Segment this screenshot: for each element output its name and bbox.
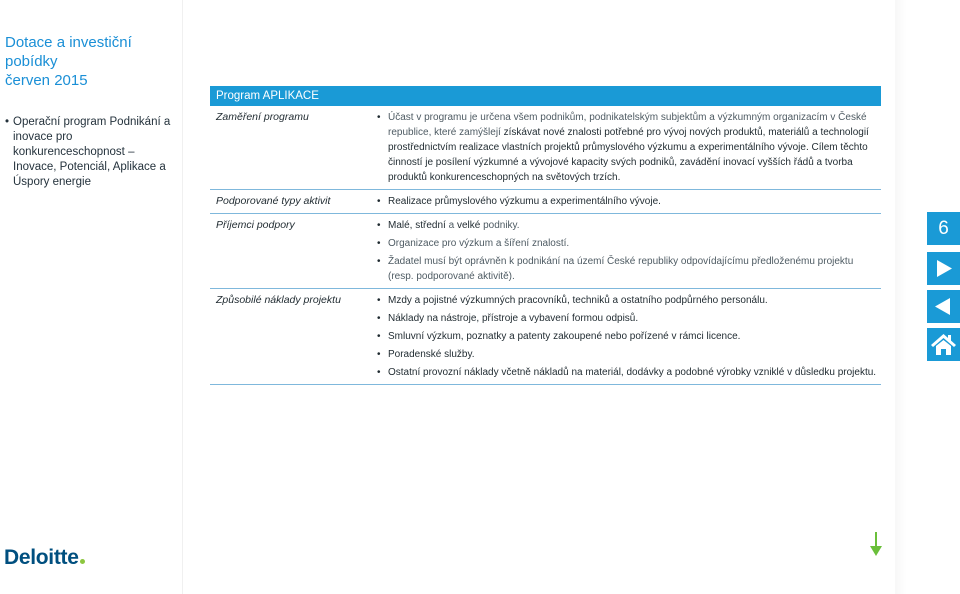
- text-segment: Žadatel musí být oprávněn k podnikání na území České republiky odpovídajícímu předloženému projektu (resp. podporované aktivitě).: [388, 256, 854, 282]
- row-label: Zaměření programu: [216, 111, 309, 123]
- text-segment: získávat nové znalosti potřebné pro vývoj nových produktů, materiálů a technologií prostřednictvím realizace vlastních projektů průmyslového výzkumu a experimentálního vývoje. Cílem těchto činností je posílení výzkumné a vývojové kapacity svých podniků, zavádění inovací vyšších řádů a tvorba produktů konkurenceschopných na světových trzích.: [388, 127, 869, 183]
- text-segment: Náklady na nástroje, přístroje a vybavení formou odpisů.: [388, 313, 639, 324]
- triangle-right-icon: [927, 252, 960, 285]
- text-segment: Poradenské služby.: [388, 349, 475, 360]
- row-content: [376, 293, 881, 380]
- previous-page-button[interactable]: [927, 290, 960, 323]
- list-item: [376, 329, 881, 344]
- left-panel: [0, 0, 183, 594]
- list-item: [376, 218, 881, 233]
- table-row: [210, 190, 881, 214]
- list-item: [376, 365, 881, 380]
- logo-dot: [80, 559, 85, 564]
- home-icon: [927, 328, 960, 361]
- row-content: [376, 218, 881, 284]
- list-item: [376, 293, 881, 308]
- document-title-block: [5, 33, 182, 90]
- triangle-left-icon: [927, 290, 960, 323]
- table-row: [210, 214, 881, 289]
- text-segment: velké: [456, 220, 481, 231]
- section-nav-item[interactable]: • Operační program Podnikání a inovace pro konkurenceschopnost – Inovace, Potenciál, Aplikace a Úspory energie: [5, 115, 175, 190]
- page-edge-shadow: [895, 0, 907, 594]
- list-item: [376, 110, 881, 185]
- list-item: [376, 254, 881, 284]
- text-segment: Organizace pro výzkum a šíření znalostí.: [388, 238, 570, 249]
- table-header: Program APLIKACE: [210, 86, 881, 106]
- page-number: 6: [927, 212, 960, 245]
- row-content: [376, 110, 881, 185]
- text-segment: Realizace průmyslového výzkumu a experimentálního vývoje.: [388, 196, 661, 207]
- list-item: [376, 311, 881, 326]
- row-label: Příjemci podpory: [216, 219, 295, 231]
- text-segment: a: [445, 220, 457, 231]
- document-date: červen 2015: [5, 72, 88, 89]
- deloitte-logo: Deloitte: [4, 546, 85, 570]
- list-item: [376, 347, 881, 362]
- row-content: [376, 194, 881, 209]
- table-row: [210, 106, 881, 190]
- program-table: [210, 86, 881, 385]
- arrow-down-icon[interactable]: [870, 532, 882, 558]
- text-segment: Ostatní provozní náklady včetně nákladů na materiál, dodávky a podobné výrobky vzniklé v důsledku projektu.: [388, 367, 877, 378]
- section-nav: [5, 115, 175, 190]
- table-body: [210, 106, 881, 385]
- text-segment: Smluvní výzkum, poznatky a patenty zakoupené nebo pořízené v rámci licence.: [388, 331, 741, 342]
- list-item: [376, 194, 881, 209]
- table-row: [210, 289, 881, 385]
- document-title: Dotace a investiční pobídky: [5, 34, 132, 70]
- text-segment: Účast v programu je určena všem podnikům, podnikatelským subjektům a výzkumným organizacím v České republice, které zamýšlejí: [388, 112, 867, 138]
- text-segment: Mzdy a pojistné výzkumných pracovníků, techniků a ostatního podpůrného personálu.: [388, 295, 768, 306]
- next-page-button[interactable]: [927, 252, 960, 285]
- list-item: [376, 236, 881, 251]
- text-segment: podniky.: [480, 220, 520, 231]
- text-segment: Malé, střední: [388, 220, 446, 231]
- home-button[interactable]: [927, 328, 960, 361]
- row-label: Způsobilé náklady projektu: [216, 294, 341, 306]
- row-label: Podporované typy aktivit: [216, 195, 331, 207]
